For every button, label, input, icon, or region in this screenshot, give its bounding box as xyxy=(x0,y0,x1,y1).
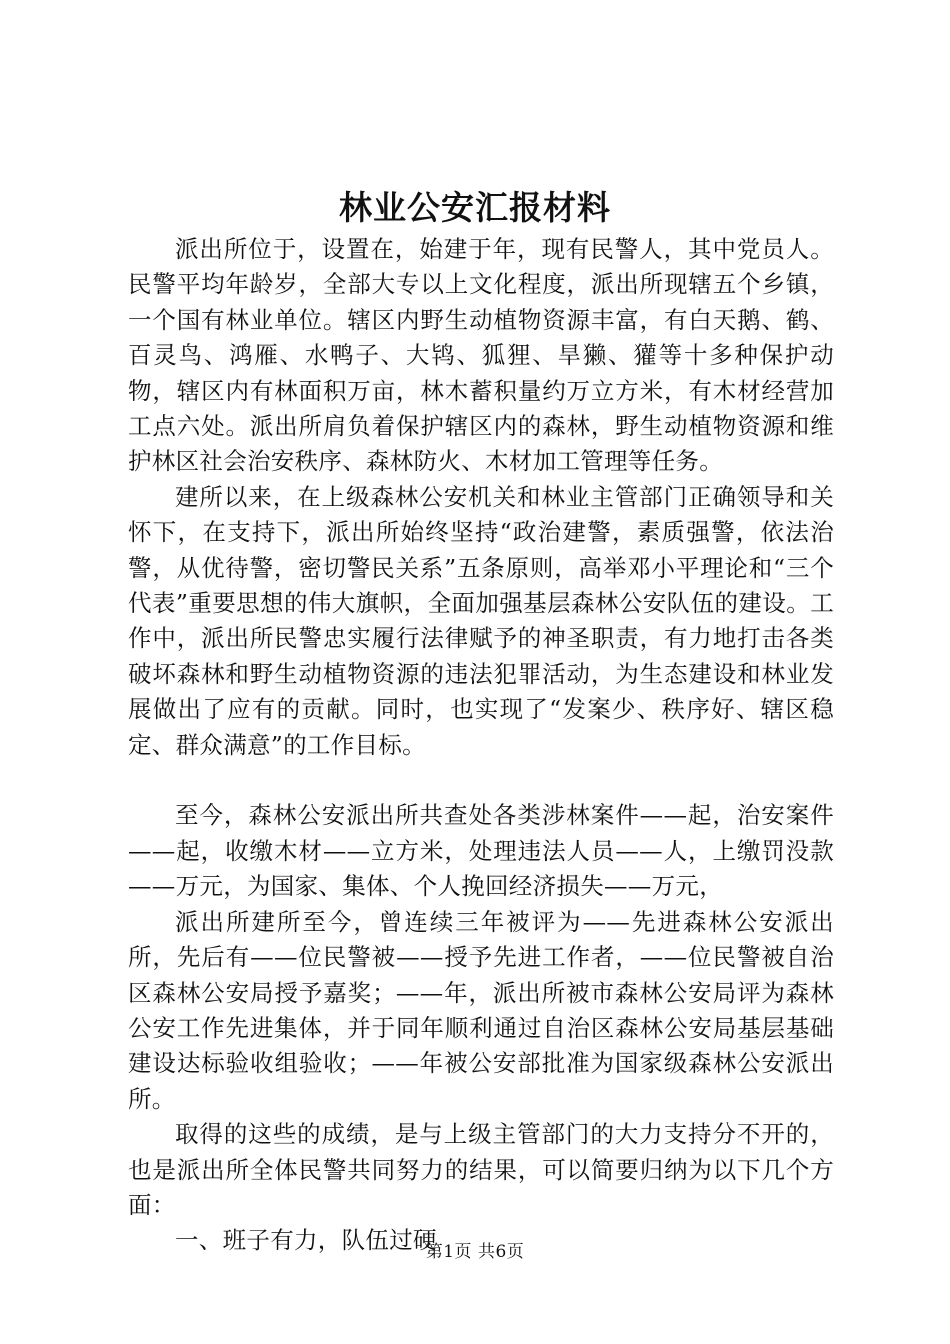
paragraph-history: 建所以来，在上级森林公安机关和林业主管部门正确领导和关怀下，在支持下，派出所始终坚持“政治建警，素质强警，依法治警，从优待警，密切警民关系”五条原则，高举邓小平理论和“三个代表”重要思想的伟大旗帜，全面加强基层森林公安队伍的建设。工作中，派出所民警忠实履行法律赋予的神圣职责，有力地打击各类破坏森林和野生动植物资源的违法犯罪活动，为生态建设和林业发展做出了应有的贡献。同时，也实现了“发案少、秩序好、辖区稳定、群众满意”的工作目标。 xyxy=(128,482,834,759)
paragraph-spacer xyxy=(128,763,834,798)
paragraph-cases: 至今，森林公安派出所共查处各类涉林案件——起，治安案件——起，收缴木材——立方米，处理违法人员——人，上缴罚没款——万元，为国家、集体、个人挽回经济损失——万元， xyxy=(128,801,834,901)
section-heading-1: 一、班子有力，队伍过硬 xyxy=(175,1226,437,1255)
paragraph-summary: 取得的这些的成绩，是与上级主管部门的大力支持分不开的，也是派出所全体民警共同努力的结果，可以简要归纳为以下几个方面： xyxy=(128,1120,834,1219)
page-footer: 第1页 共6页 xyxy=(425,1242,525,1262)
paragraph-intro: 派出所位于，设置在，始建于年，现有民警人，其中党员人。民警平均年龄岁，全部大专以上文化程度，派出所现辖五个乡镇，一个国有林业单位。辖区内野生动植物资源丰富，有白天鹅、鹤、百灵鸟、鸿雁、水鸭子、大鸨、狐狸、旱獭、獾等十多种保护动物，辖区内有林面积万亩，林木蓄积量约万立方米，有木材经营加工点六处。派出所肩负着保护辖区内的森林，野生动植物资源和维护林区社会治安秩序、森林防火、木材加工管理等任务。 xyxy=(128,235,834,476)
document-title: 林业公安汇报材料 xyxy=(339,188,611,227)
document-body xyxy=(128,232,834,1259)
paragraph-honors: 派出所建所至今，曾连续三年被评为——先进森林公安派出所，先后有——位民警被——授予先进工作者，——位民警被自治区森林公安局授予嘉奖；——年，派出所被市森林公安局评为森林公安工作先进集体，并于同年顺利通过自治区森林公安局基层基础建设达标验收组验收；——年被公安部批准为国家级森林公安派出所。 xyxy=(128,907,834,1113)
